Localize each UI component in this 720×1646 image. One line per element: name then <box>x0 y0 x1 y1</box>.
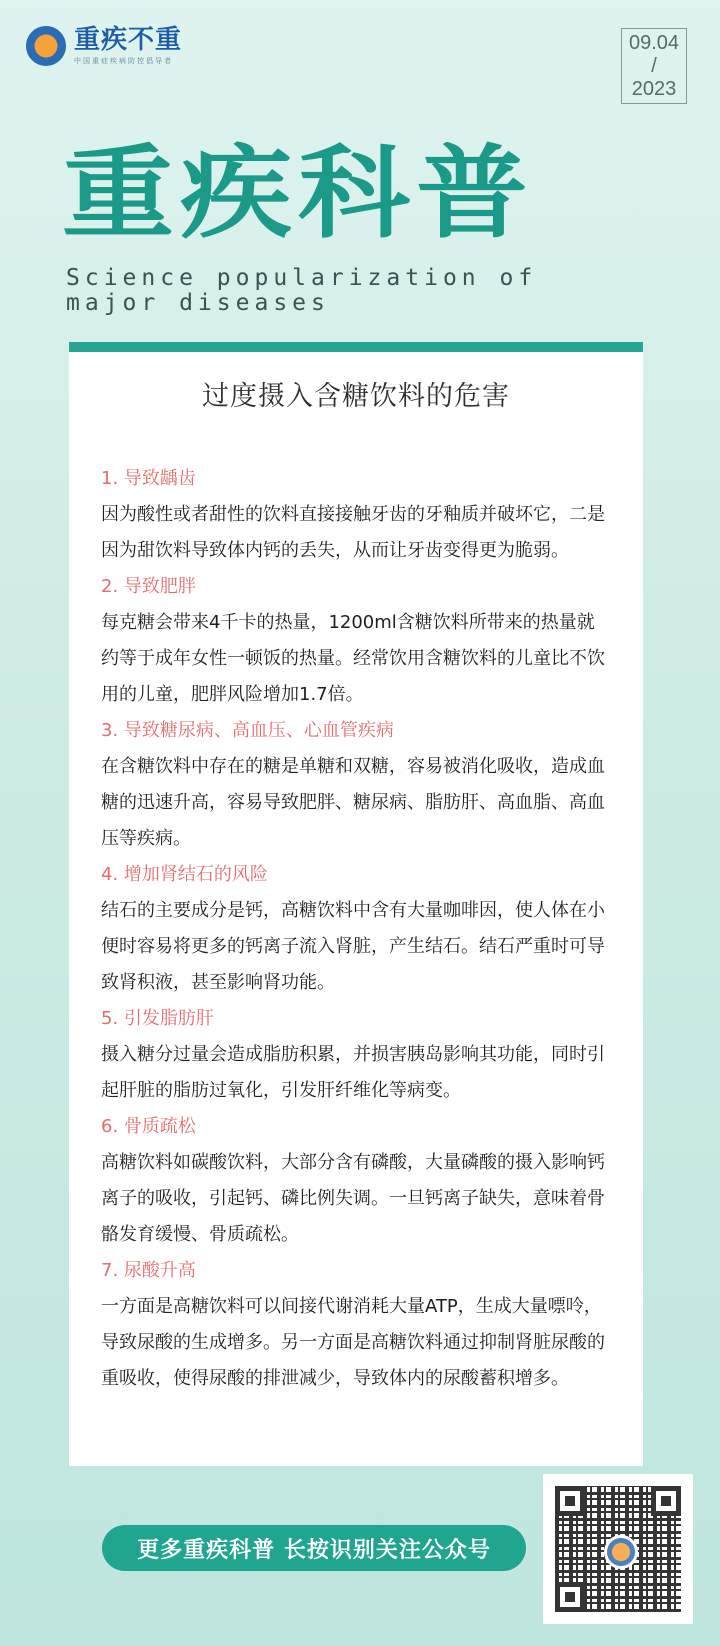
article-content <box>101 461 611 1397</box>
date-box <box>621 28 687 104</box>
section-5 <box>101 1001 611 1109</box>
hero-title: 重疾科普 <box>62 135 534 253</box>
section-heading: 2. 导致肥胖 <box>101 576 196 597</box>
follow-cta-button[interactable]: 更多重疾科普 长按识别关注公众号 <box>102 1525 526 1571</box>
qr-finder-icon <box>651 1486 681 1516</box>
section-1 <box>101 461 611 569</box>
qr-finder-icon <box>555 1582 585 1612</box>
hero-subtitle-en: Science popularization of major diseases <box>66 265 538 316</box>
brand-subtitle: 中国重症疾病防控倡导者 <box>74 57 173 65</box>
qr-code-pattern <box>555 1486 681 1612</box>
qr-logo-icon <box>604 1535 638 1569</box>
section-body: 摄入糖分过量会造成脂肪积累，并损害胰岛影响其功能，同时引起肝脏的脂肪过氧化，引发肝纤维化等病变。 <box>101 1044 605 1101</box>
brand-text <box>74 27 182 65</box>
section-body: 在含糖饮料中存在的糖是单糖和双糖，容易被消化吸收，造成血糖的迅速升高，容易导致肥胖、糖尿病、脂肪肝、高血脂、高血压等疾病。 <box>101 756 605 849</box>
logo-emblem-icon <box>26 26 66 66</box>
section-heading: 3. 导致糖尿病、高血压、心血管疾病 <box>101 720 394 741</box>
section-body: 高糖饮料如碳酸饮料，大部分含有磷酸，大量磷酸的摄入影响钙离子的吸收，引起钙、磷比例失调。一旦钙离子缺失，意味着骨骼发育缓慢、骨质疏松。 <box>101 1152 605 1245</box>
section-4 <box>101 857 611 1001</box>
article-title: 过度摄入含糖饮料的危害 <box>202 381 510 412</box>
qr-finder-icon <box>555 1486 585 1516</box>
section-body: 结石的主要成分是钙，高糖饮料中含有大量咖啡因，使人体在小便时容易将更多的钙离子流入肾脏，产生结石。结石严重时可导致肾积液，甚至影响肾功能。 <box>101 900 605 993</box>
brand-name: 重疾不重 <box>74 25 183 55</box>
section-heading: 6. 骨质疏松 <box>101 1116 196 1137</box>
section-body: 一方面是高糖饮料可以间接代谢消耗大量ATP，生成大量嘌呤，导致尿酸的生成增多。另一方面是高糖饮料通过抑制肾脏尿酸的重吸收，使得尿酸的排泄减少，导致体内的尿酸蓄积增多。 <box>101 1296 605 1389</box>
section-body: 每克糖会带来4千卡的热量，1200ml含糖饮料所带来的热量就约等于成年女性一顿饭的热量。经常饮用含糖饮料的儿童比不饮用的儿童，肥胖风险增加1.7倍。 <box>101 612 605 705</box>
date-year: 2023 <box>631 77 677 100</box>
brand-logo <box>26 26 182 66</box>
article-card <box>69 342 643 1466</box>
section-heading: 4. 增加肾结石的风险 <box>101 864 268 885</box>
qr-code[interactable] <box>543 1474 693 1624</box>
section-7 <box>101 1253 611 1397</box>
date-day: 09.04 <box>628 31 680 54</box>
section-2 <box>101 569 611 713</box>
section-6 <box>101 1109 611 1253</box>
section-heading: 7. 尿酸升高 <box>101 1260 196 1281</box>
section-body: 因为酸性或者甜性的饮料直接接触牙齿的牙釉质并破坏它，二是因为甜饮料导致体内钙的丢失，从而让牙齿变得更为脆弱。 <box>101 504 605 561</box>
section-heading: 1. 导致龋齿 <box>101 468 196 489</box>
section-heading: 5. 引发脂肪肝 <box>101 1008 214 1029</box>
date-separator: / <box>651 54 657 77</box>
section-3 <box>101 713 611 857</box>
